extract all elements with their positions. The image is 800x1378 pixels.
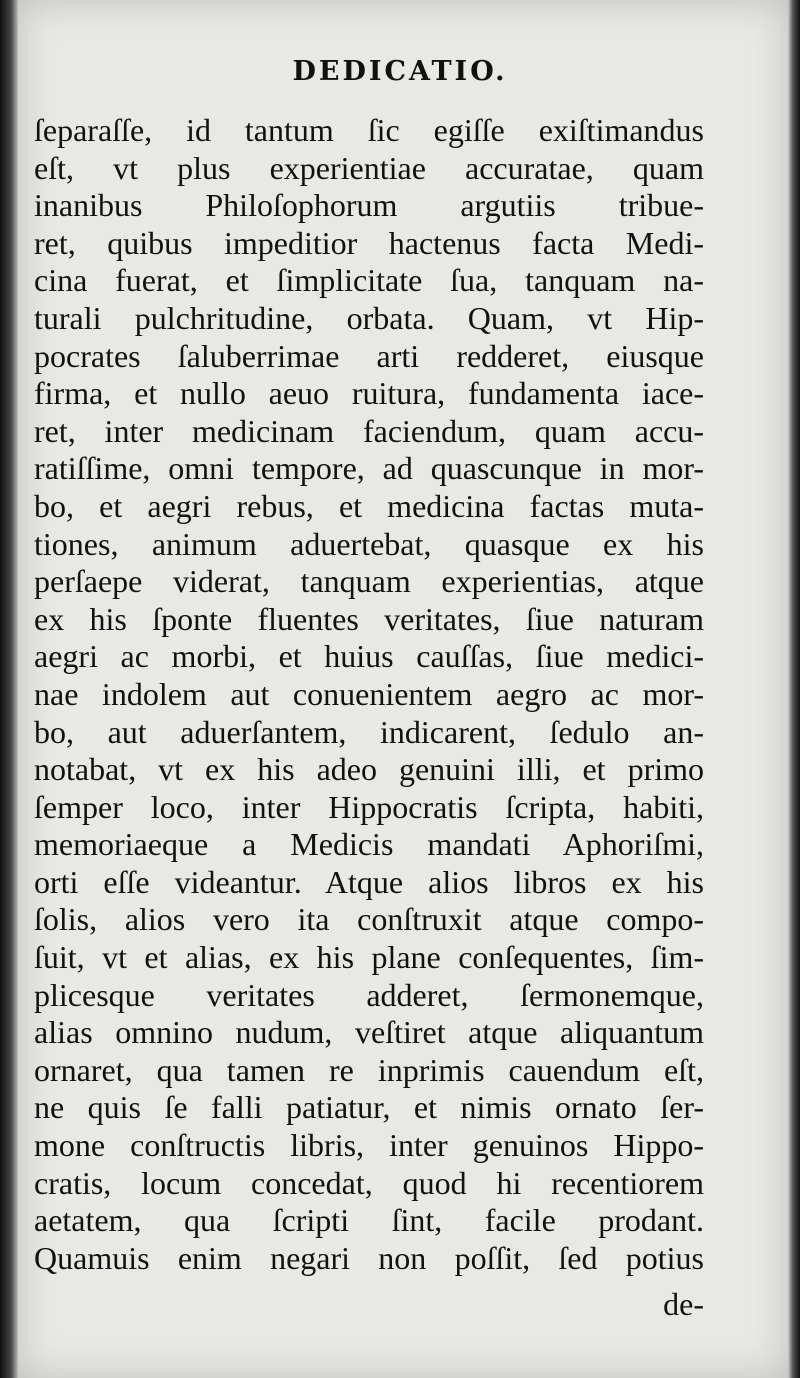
text-line: aegri ac morbi, et huius cauſſas, ſiue medici- [34,638,704,675]
text-line: eſt, vt plus experientiae accuratae, quam [34,149,704,186]
running-header: DEDICATIO. [292,56,508,87]
text-line: ſeparaſſe, id tantum ſic egiſſe exiſtimandus [34,112,704,148]
text-line: inanibus Philoſophorum argutiis tribue- [34,187,704,224]
page-edge-left [0,0,18,1378]
text-line: alias omnino nudum, veſtiret atque aliquantum [34,1014,704,1051]
catchword: de- [663,1286,704,1322]
text-line: ſolis, alios vero ita conſtruxit atque compo- [34,901,704,938]
text-line: firma, et nullo aeuo ruitura, fundamenta iace- [34,375,704,412]
text-line: cina fuerat, et ſimplicitate ſua, tanquam na- [34,262,704,299]
text-line: aetatem, qua ſcripti ſint, facile prodant. [34,1202,704,1239]
text-line: Quamuis enim negari non poſſit, ſed potius [34,1239,704,1276]
text-line: ſemper loco, inter Hippocratis ſcripta, habiti, [34,788,704,825]
text-line: ratiſſime, omni tempore, ad quascunque in mor- [34,450,704,487]
text-line: notabat, vt ex his adeo genuini illi, et primo [34,751,704,788]
page-edge-right [788,0,800,1378]
text-line: perſaepe viderat, tanquam experientias, atque [34,563,704,600]
text-line: turali pulchritudine, orbata. Quam, vt Hip- [34,299,704,336]
text-line: ne quis ſe falli patiatur, et nimis ornato ſer- [34,1089,704,1126]
text-line: ret, quibus impeditior hactenus facta Medi- [34,224,704,261]
text-line: cratis, locum concedat, quod hi recentiorem [34,1164,704,1201]
text-line: bo, et aegri rebus, et medicina factas muta- [34,487,704,524]
text-line: memoriaeque a Medicis mandati Aphoriſmi, [34,826,704,863]
text-line: plicesque veritates adderet, ſermonemque, [34,976,704,1013]
text-line: ex his ſponte fluentes veritates, ſiue naturam [34,600,704,637]
text-line: nae indolem aut conuenientem aegro ac mor- [34,675,704,712]
body-text [34,112,704,1277]
text-line: ſuit, vt et alias, ex his plane conſequentes, ſim- [34,939,704,976]
text-line: bo, aut aduerſantem, indicarent, ſedulo an- [34,713,704,750]
text-line: ret, inter medicinam faciendum, quam accu- [34,412,704,449]
text-line: ornaret, qua tamen re inprimis cauendum eſt, [34,1051,704,1088]
text-line: orti eſſe videantur. Atque alios libros ex his [34,863,704,900]
text-line: mone conſtructis libris, inter genuinos Hippo- [34,1127,704,1164]
text-line: pocrates ſaluberrimae arti redderet, eiusque [34,337,704,374]
text-line: tiones, animum aduertebat, quasque ex his [34,525,704,562]
